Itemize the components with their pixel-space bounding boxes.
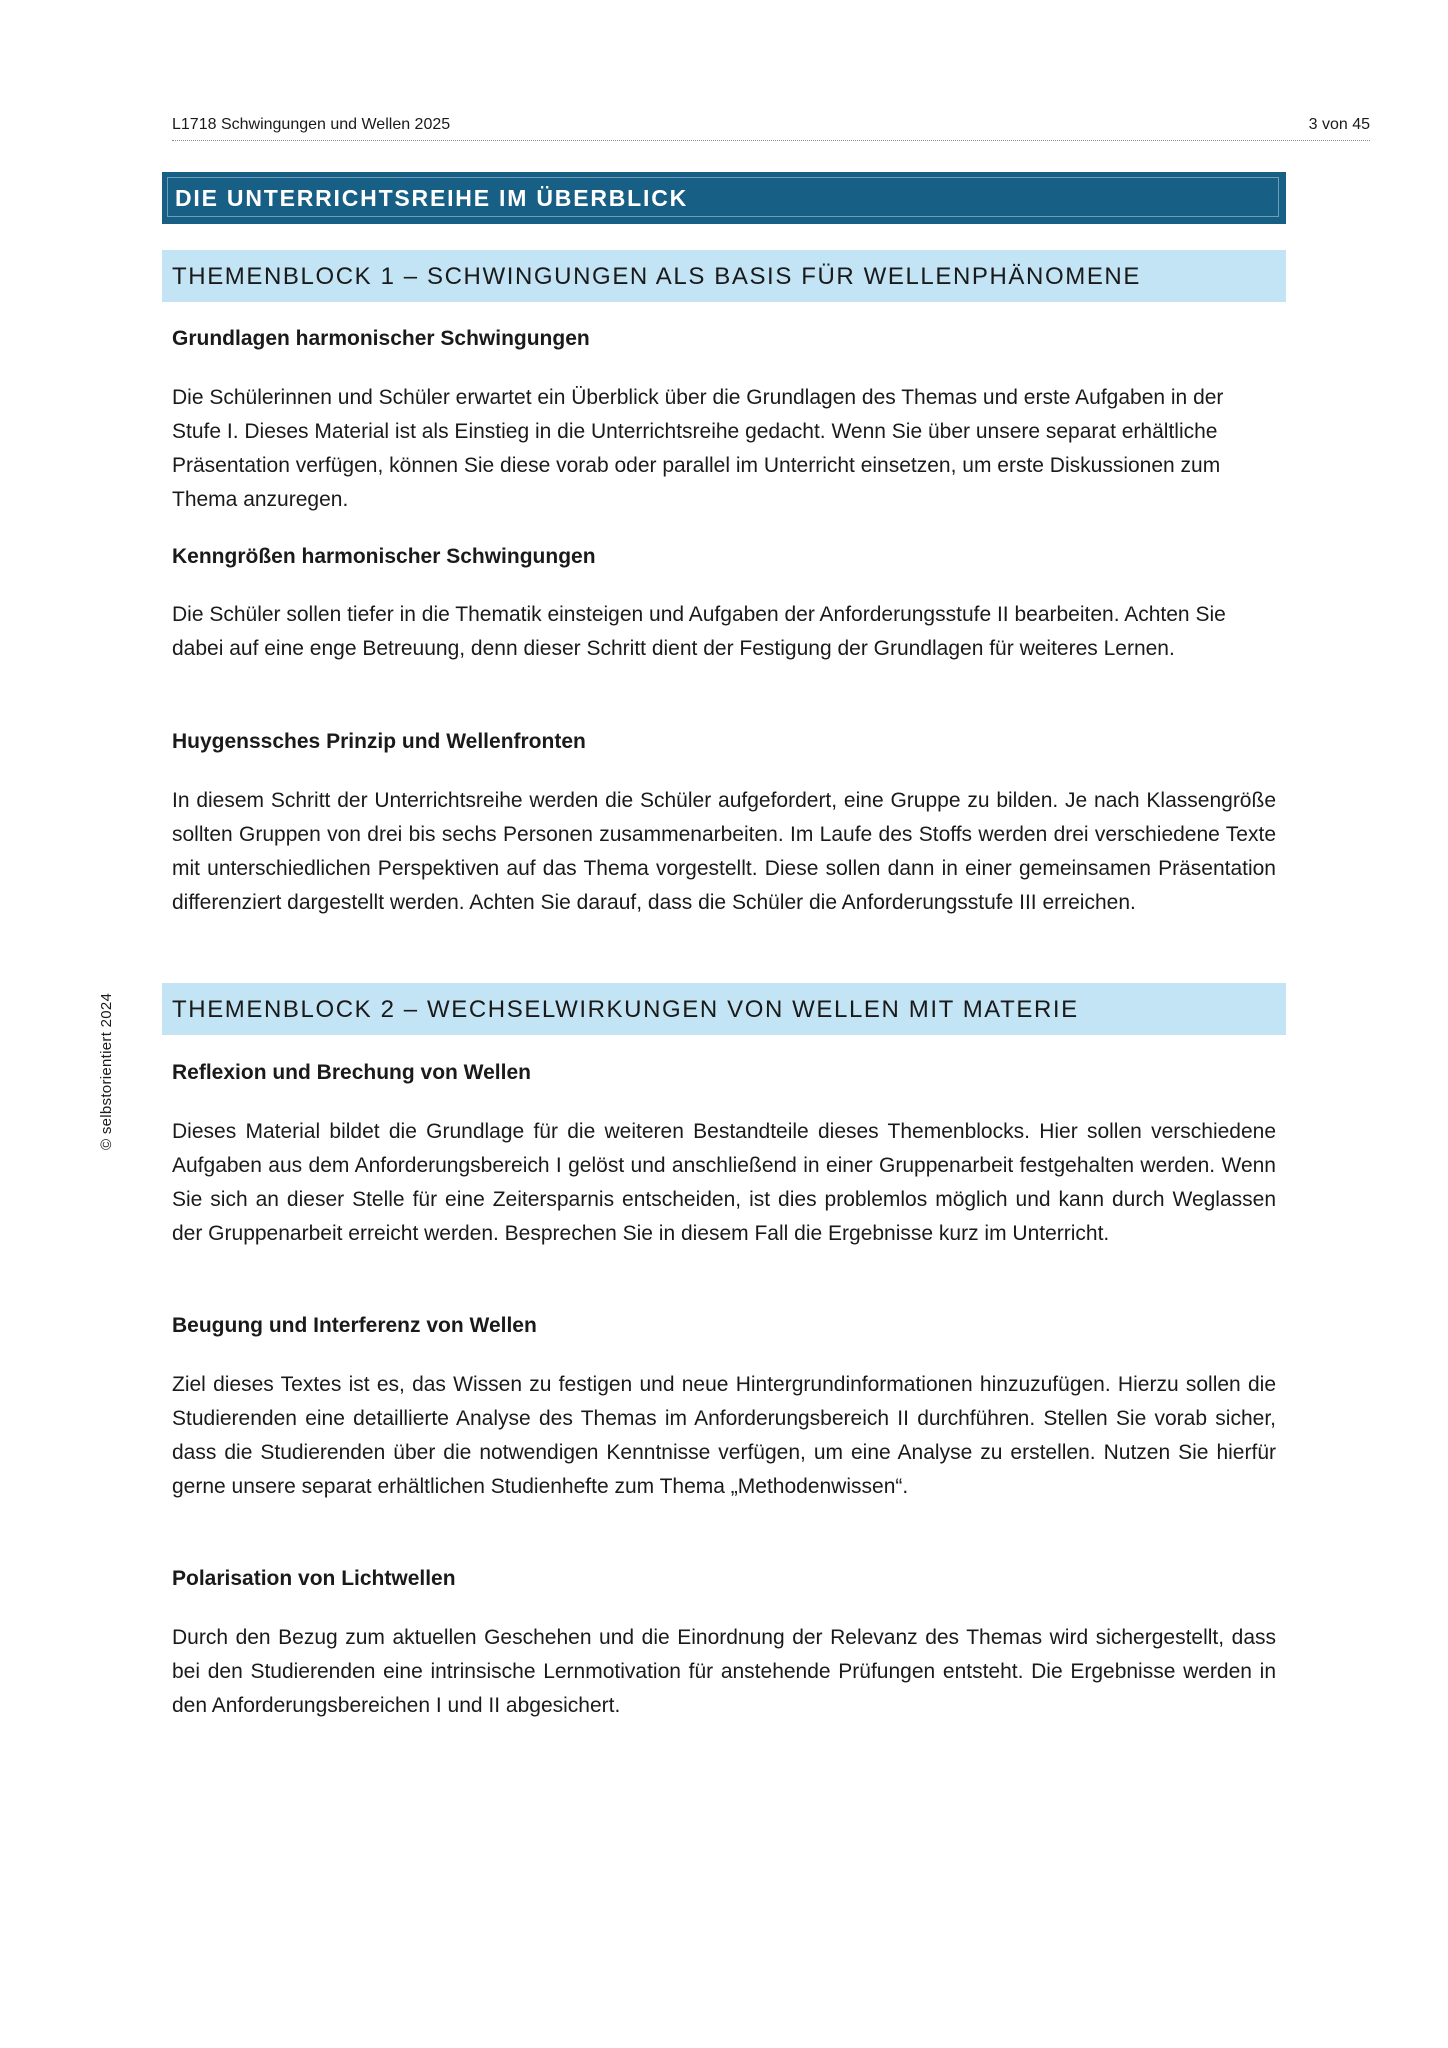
themenblock-1-header (162, 250, 1286, 302)
main-section-title: DIE UNTERRICHTSREIHE IM ÜBERBLICK (175, 185, 689, 211)
section-body (172, 1368, 1276, 1504)
section-body (172, 1115, 1276, 1251)
section-heading: Kenngrößen harmonischer Schwingungen (172, 545, 596, 568)
section-heading: Grundlagen harmonischer Schwingungen (172, 327, 590, 350)
section-text: Ziel dieses Textes ist es, das Wissen zu festigen und neue Hintergrundinformationen hinzuzufügen. Hierzu sollen die Studierenden eine detaillierte Analyse des Themas im Anforderungsbereich II durchführen. Stellen Sie vorab sicher, dass die Studierenden über die notwendigen Kenntnisse verfügen, um eine Analyse zu erstellen. Nutzen Sie hierfür gerne unsere separat erhältlichen Studienhefte zum Thema „Methodenwissen“. (172, 1373, 1276, 1498)
section-body (172, 1621, 1276, 1723)
main-section-banner (162, 172, 1286, 224)
section-heading: Polarisation von Lichtwellen (172, 1567, 456, 1590)
section-text: In diesem Schritt der Unterrichtsreihe werden die Schüler aufgefordert, eine Gruppe zu bilden. Je nach Klassengröße sollten Gruppen von drei bis sechs Personen zusammenarbeiten. Im Laufe des Stoffs werden drei verschiedene Texte mit unterschiedlichen Perspektiven auf das Thema vorgestellt. Diese sollen dann in einer gemeinsamen Präsentation differenziert dargestellt werden. Achten Sie darauf, dass die Schüler die Anforderungsstufe III erreichen. (172, 789, 1276, 914)
document-title: L1718 Schwingungen und Wellen 2025 (172, 116, 451, 133)
section-text: Durch den Bezug zum aktuellen Geschehen und die Einordnung der Relevanz des Themas wird sichergestellt, dass bei den Studierenden eine intrinsische Lernmotivation für anstehende Prüfungen entsteht. Die Ergebnisse werden in den Anforderungsbereichen I und II abgesichert. (172, 1626, 1276, 1717)
page-header (172, 116, 1370, 141)
section-heading: Beugung und Interferenz von Wellen (172, 1314, 537, 1337)
page-number: 3 von 45 (1308, 116, 1370, 133)
section-heading: Reflexion und Brechung von Wellen (172, 1061, 531, 1084)
copyright-note: © selbstorientiert 2024 (98, 992, 115, 1150)
themenblock-1-title: THEMENBLOCK 1 – SCHWINGUNGEN ALS BASIS FÜR WELLENPHÄNOMENE (172, 263, 1141, 290)
section-text: Die Schüler sollen tiefer in die Thematik einsteigen und Aufgaben der Anforderungsstufe II bearbeiten. Achten Sie dabei auf eine enge Betreuung, denn dieser Schritt dient der Festigung der Grundlagen für weiteres Lernen. (172, 603, 1226, 660)
themenblock-2-title: THEMENBLOCK 2 – WECHSELWIRKUNGEN VON WELLEN MIT MATERIE (172, 996, 1079, 1023)
section-body (172, 598, 1276, 666)
section-text: Die Schülerinnen und Schüler erwartet ein Überblick über die Grundlagen des Themas und erste Aufgaben in der Stufe I. Dieses Material ist als Einstieg in die Unterrichtsreihe gedacht. Wenn Sie über unsere separat erhältliche Präsentation verfügen, können Sie diese vorab oder parallel im Unterricht einsetzen, um erste Diskussionen zum Thema anzuregen. (172, 386, 1224, 511)
section-text: Dieses Material bildet die Grundlage für die weiteren Bestandteile dieses Themenblocks. Hier sollen verschiedene Aufgaben aus dem Anforderungsbereich I gelöst und anschließend in einer Gruppenarbeit festgehalten werden. Wenn Sie sich an dieser Stelle für eine Zeitersparnis entscheiden, ist dies problemlos möglich und kann durch Weglassen der Gruppenarbeit erreicht werden. Besprechen Sie in diesem Fall die Ergebnisse kurz im Unterricht. (172, 1120, 1276, 1245)
themenblock-2-header (162, 983, 1286, 1035)
section-body (172, 784, 1276, 920)
section-body (172, 381, 1276, 517)
section-heading: Huygenssches Prinzip und Wellenfronten (172, 730, 586, 753)
